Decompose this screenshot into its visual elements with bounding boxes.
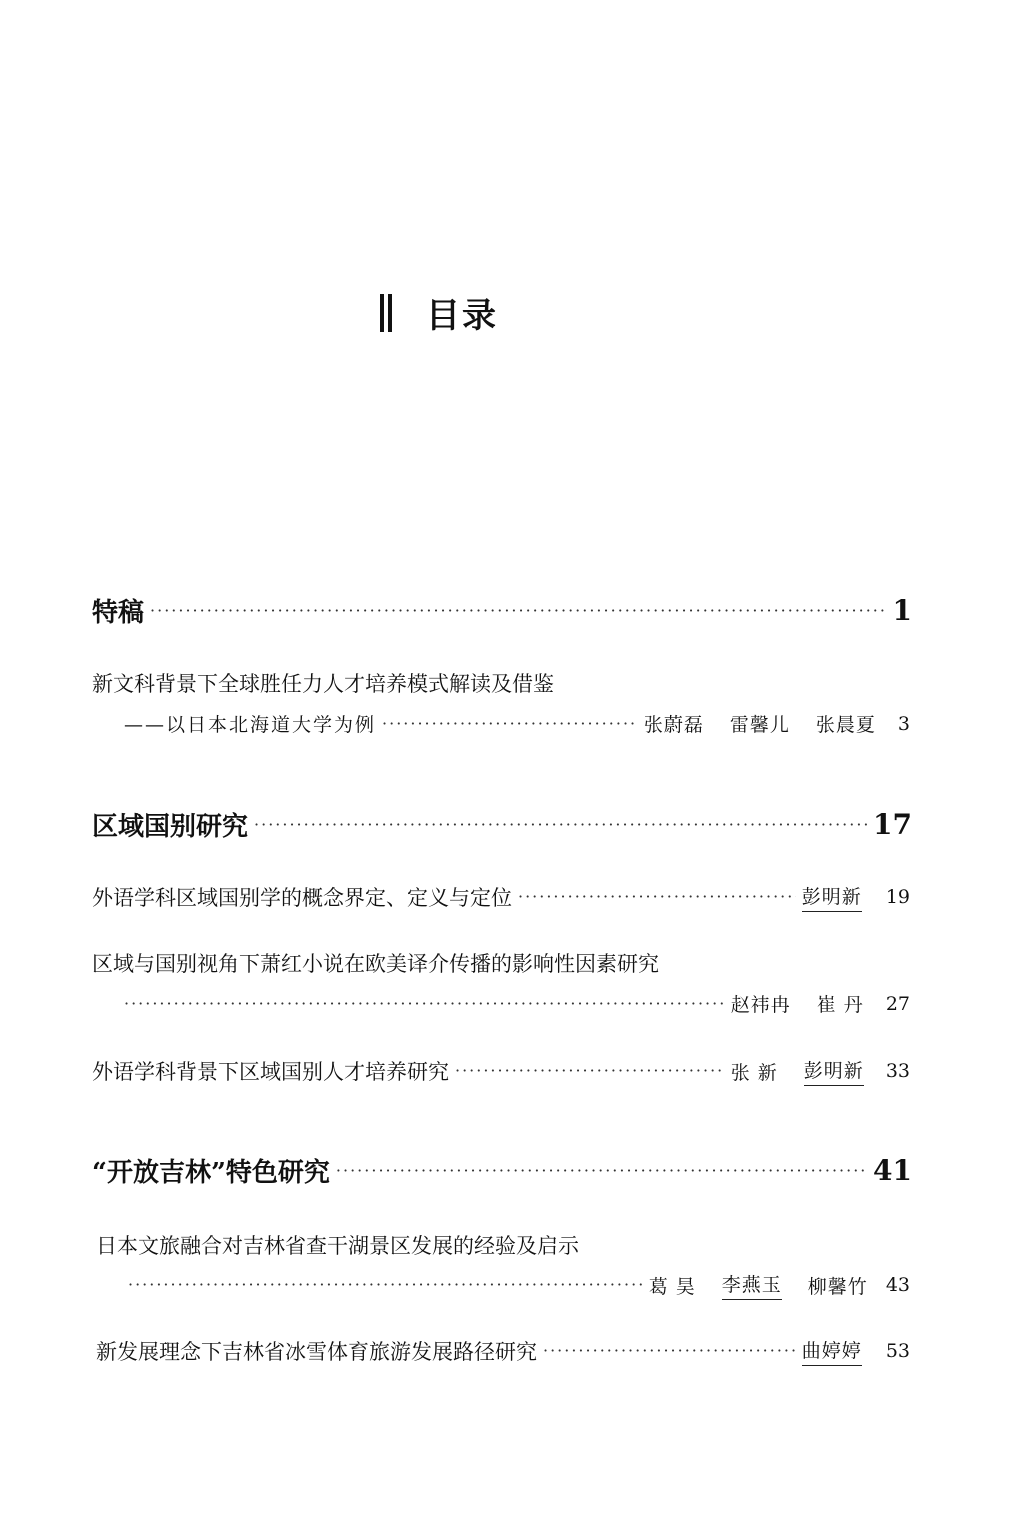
toc-title — [380, 288, 498, 337]
page-title: 目录 — [426, 296, 498, 336]
author: 柳馨竹 — [807, 1275, 868, 1298]
article-title: 区域与国别视角下萧红小说在欧美译介传播的影响性因素研究 — [92, 952, 659, 976]
leader-dots — [150, 603, 887, 619]
section-2 — [0, 806, 1024, 843]
section-3 — [0, 1152, 1024, 1189]
title-bar-decoration — [380, 294, 392, 332]
article-2-3[interactable] — [0, 1056, 1024, 1086]
article-page-number: 33 — [885, 1060, 910, 1082]
article-page-number: 19 — [885, 886, 910, 908]
author: 赵祎冉 — [730, 994, 791, 1016]
article-2-2-line2[interactable] — [0, 990, 1024, 1017]
section-heading: 特稿 — [92, 598, 145, 628]
leader-dots — [128, 1277, 643, 1293]
article-1-1[interactable] — [0, 668, 1024, 698]
section-page-number: 17 — [873, 808, 912, 841]
section-heading: 区域国别研究 — [92, 812, 249, 842]
author: 彭明新 — [804, 1056, 864, 1086]
article-1-1-line2[interactable] — [0, 710, 1024, 737]
section-heading-row[interactable] — [0, 806, 1024, 843]
author: 雷馨儿 — [729, 714, 790, 736]
article-page-number: 53 — [885, 1340, 910, 1362]
article-title: 外语学科区域国别学的概念界定、定义与定位 — [92, 886, 512, 910]
author: 张晨夏 — [815, 714, 876, 736]
leader-dots — [336, 1163, 867, 1179]
article-2-2[interactable] — [0, 948, 1024, 978]
author: 张 新 — [730, 1061, 778, 1084]
section-heading: “开放吉林”特色研究 — [92, 1158, 330, 1188]
leader-dots — [124, 996, 725, 1012]
leader-dots — [254, 817, 867, 833]
article-page-number: 3 — [897, 712, 910, 735]
article-page-number: 43 — [885, 1274, 910, 1296]
author: 张蔚磊 — [643, 714, 704, 736]
author: 曲婷婷 — [802, 1336, 862, 1366]
leader-dots — [543, 1343, 796, 1359]
author: 崔 丹 — [816, 994, 864, 1016]
section-heading-row[interactable] — [0, 592, 1024, 629]
article-page-number: 27 — [885, 992, 910, 1015]
leader-dots — [518, 889, 796, 905]
article-title: 新发展理念下吉林省冰雪体育旅游发展路径研究 — [96, 1340, 537, 1364]
leader-dots — [455, 1063, 725, 1079]
article-2-1[interactable] — [0, 882, 1024, 912]
article-title: 日本文旅融合对吉林省查干湖景区发展的经验及启示 — [96, 1234, 579, 1258]
section-page-number: 1 — [892, 594, 912, 627]
article-3-1-line2[interactable] — [0, 1270, 1024, 1300]
section-page-number: 41 — [873, 1154, 912, 1187]
article-3-2[interactable] — [0, 1336, 1024, 1366]
article-3-1[interactable] — [0, 1230, 1024, 1260]
author: 李燕玉 — [722, 1270, 782, 1300]
author: 彭明新 — [802, 882, 862, 912]
leader-dots — [382, 716, 638, 732]
section-heading-row[interactable] — [0, 1152, 1024, 1189]
article-title: 外语学科背景下区域国别人才培养研究 — [92, 1060, 449, 1084]
article-subtitle: ——以日本北海道大学为例 — [124, 714, 377, 736]
section-1 — [0, 592, 1024, 629]
author: 葛 昊 — [648, 1275, 696, 1298]
article-title: 新文科背景下全球胜任力人才培养模式解读及借鉴 — [92, 672, 554, 696]
